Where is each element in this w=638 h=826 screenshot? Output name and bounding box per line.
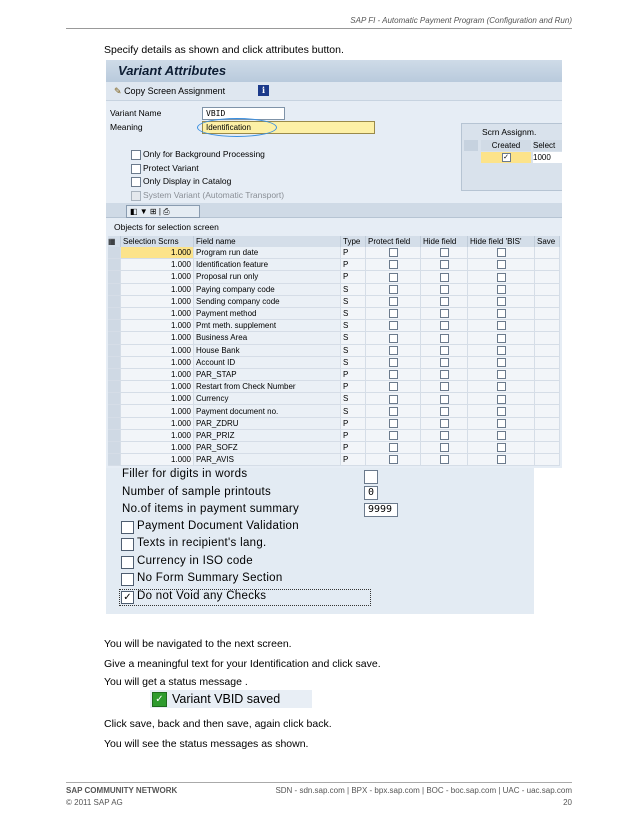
cell-field-name: Proposal run only: [194, 271, 341, 283]
scrn-assignm-title: Scrn Assignm.: [482, 127, 537, 137]
items-summary-label: No.of items in payment summary: [122, 503, 300, 515]
instruction-line-3: You will get a status message .: [104, 676, 248, 688]
cell-protect-field: [366, 247, 421, 259]
cell-hide-field: [421, 307, 468, 319]
header-save: Save: [535, 236, 560, 247]
cell-hide-field-bis: [468, 344, 535, 356]
hide-field-bis-checkbox[interactable]: [497, 419, 506, 428]
cell-hide-field-bis: [468, 368, 535, 380]
hide-field-bis-checkbox[interactable]: [497, 321, 506, 330]
table-row[interactable]: [108, 356, 560, 368]
row-selector[interactable]: [108, 344, 121, 356]
row-selector[interactable]: [108, 393, 121, 405]
cell-save: [535, 429, 560, 441]
option-checkbox-system-variant: [131, 191, 141, 201]
hide-field-bis-checkbox[interactable]: [497, 455, 506, 464]
cell-save: [535, 320, 560, 332]
cell-selection-scrn: 1.000: [121, 381, 194, 393]
header-protect-field: Protect field: [366, 236, 421, 247]
cell-selection-scrn: 1.000: [121, 405, 194, 417]
table-settings-icon[interactable]: [464, 140, 478, 151]
cell-field-name: Currency: [194, 393, 341, 405]
cell-hide-field: [421, 344, 468, 356]
cell-protect-field: [366, 405, 421, 417]
protect-field-checkbox[interactable]: [389, 309, 398, 318]
screen-assignment-panel: [461, 123, 562, 191]
hide-field-checkbox[interactable]: [440, 346, 449, 355]
currency-iso-label: Currency in ISO code: [137, 555, 253, 567]
cell-protect-field: [366, 442, 421, 454]
cell-save: [535, 344, 560, 356]
header-type: Type: [341, 236, 366, 247]
cell-protect-field: [366, 454, 421, 466]
meaning-field[interactable]: Identification: [202, 121, 375, 134]
header-hide-field-bis: Hide field 'BIS': [468, 236, 535, 247]
option-label-background: Only for Background Processing: [143, 149, 265, 159]
grid-tool-icons: ◧ ▼ ⊞ | ⎙: [130, 207, 170, 216]
cell-field-name: Pmt meth. supplement: [194, 320, 341, 332]
cell-type: P: [341, 429, 366, 441]
hide-field-checkbox[interactable]: [440, 443, 449, 452]
variant-name-field[interactable]: VBID: [202, 107, 285, 120]
cell-protect-field: [366, 283, 421, 295]
cell-hide-field-bis: [468, 271, 535, 283]
cell-save: [535, 356, 560, 368]
row-selector[interactable]: [108, 381, 121, 393]
select-cell: 1000: [533, 152, 562, 163]
cell-selection-scrn: 1.000: [121, 259, 194, 271]
cell-save: [535, 271, 560, 283]
hide-field-checkbox[interactable]: [440, 370, 449, 379]
cell-hide-field-bis: [468, 442, 535, 454]
info-icon[interactable]: i: [258, 85, 269, 96]
filler-label: Filler for digits in words: [122, 468, 248, 480]
header-rule: [66, 28, 572, 29]
created-cell: [481, 152, 531, 163]
items-summary-field[interactable]: 9999: [364, 503, 398, 517]
cell-selection-scrn: 1.000: [121, 283, 194, 295]
protect-field-checkbox[interactable]: [389, 455, 398, 464]
protect-field-checkbox[interactable]: [389, 358, 398, 367]
hide-field-checkbox[interactable]: [440, 321, 449, 330]
instruction-line-4: Click save, back and then save, again click back.: [104, 718, 332, 730]
hide-field-checkbox[interactable]: [440, 309, 449, 318]
instruction-line-5: You will see the status messages as shown.: [104, 738, 309, 750]
table-row[interactable]: [108, 283, 560, 295]
cell-field-name: Sending company code: [194, 295, 341, 307]
grid-toolbar-buttons[interactable]: [126, 205, 200, 218]
option-label-display-catalog: Only Display in Catalog: [143, 176, 232, 186]
hide-field-checkbox[interactable]: [440, 297, 449, 306]
protect-field-checkbox[interactable]: [389, 297, 398, 306]
cell-selection-scrn: 1.000: [121, 393, 194, 405]
hide-field-checkbox[interactable]: [440, 358, 449, 367]
row-selector[interactable]: [108, 295, 121, 307]
hide-field-checkbox[interactable]: [440, 248, 449, 257]
instruction-line-2: Give a meaningful text for your Identification and click save.: [104, 658, 381, 670]
footer-page-number: 20: [563, 798, 572, 807]
table-row[interactable]: [108, 381, 560, 393]
copy-screen-assignment-button[interactable]: [114, 84, 225, 98]
cell-type: S: [341, 320, 366, 332]
row-selector[interactable]: [108, 259, 121, 271]
select-all-cell[interactable]: ▦: [108, 236, 121, 247]
cell-hide-field: [421, 368, 468, 380]
cell-save: [535, 393, 560, 405]
col-created: Created: [481, 140, 531, 151]
table-row[interactable]: [108, 442, 560, 454]
objects-table: [108, 236, 560, 466]
table-row[interactable]: [108, 332, 560, 344]
header-field-name: Field name: [194, 236, 341, 247]
protect-field-checkbox[interactable]: [389, 248, 398, 257]
cell-save: [535, 368, 560, 380]
texts-recipient-lang-label: Texts in recipient's lang.: [137, 537, 267, 549]
header-hide-field: Hide field: [421, 236, 468, 247]
protect-field-checkbox[interactable]: [389, 443, 398, 452]
table-row[interactable]: [108, 271, 560, 283]
cell-hide-field: [421, 247, 468, 259]
payment-doc-validation-label: Payment Document Validation: [137, 520, 299, 532]
protect-field-checkbox[interactable]: [389, 370, 398, 379]
row-selector[interactable]: [108, 283, 121, 295]
footer-rule: [66, 782, 572, 783]
protect-field-checkbox[interactable]: [389, 407, 398, 416]
protect-field-checkbox[interactable]: [389, 260, 398, 269]
cell-field-name: Program run date: [194, 247, 341, 259]
cell-field-name: House Bank: [194, 344, 341, 356]
protect-field-checkbox[interactable]: [389, 395, 398, 404]
cell-field-name: PAR_PRIZ: [194, 429, 341, 441]
currency-iso-checkbox[interactable]: [121, 556, 134, 569]
table-row[interactable]: [108, 295, 560, 307]
header-selection-scrns: Selection Scrns: [121, 236, 194, 247]
protect-field-checkbox[interactable]: [389, 431, 398, 440]
cell-field-name: PAR_AVIS: [194, 454, 341, 466]
cell-type: P: [341, 442, 366, 454]
cell-field-name: Payment method: [194, 307, 341, 319]
cell-hide-field-bis: [468, 417, 535, 429]
cell-selection-scrn: 1.000: [121, 307, 194, 319]
hide-field-bis-checkbox[interactable]: [497, 370, 506, 379]
cell-field-name: Paying company code: [194, 283, 341, 295]
cell-hide-field: [421, 295, 468, 307]
cell-protect-field: [366, 368, 421, 380]
hide-field-checkbox[interactable]: [440, 455, 449, 464]
hide-field-bis-checkbox[interactable]: [497, 273, 506, 282]
cell-selection-scrn: 1.000: [121, 344, 194, 356]
hide-field-bis-checkbox[interactable]: [497, 297, 506, 306]
sample-printouts-label: Number of sample printouts: [122, 486, 272, 498]
cell-protect-field: [366, 381, 421, 393]
table-row[interactable]: [108, 320, 560, 332]
cell-type: S: [341, 393, 366, 405]
row-selector[interactable]: [108, 405, 121, 417]
cell-save: [535, 295, 560, 307]
hide-field-checkbox[interactable]: [440, 395, 449, 404]
option-checkbox-background[interactable]: [131, 150, 141, 160]
cell-hide-field-bis: [468, 454, 535, 466]
meaning-label: Meaning: [110, 122, 143, 132]
sample-printouts-field[interactable]: 0: [364, 486, 378, 500]
hide-field-bis-checkbox[interactable]: [497, 443, 506, 452]
row-selector[interactable]: [108, 307, 121, 319]
hide-field-checkbox[interactable]: [440, 407, 449, 416]
cell-protect-field: [366, 259, 421, 271]
cell-type: S: [341, 332, 366, 344]
hide-field-bis-checkbox[interactable]: [497, 395, 506, 404]
screen-title: Variant Attributes: [106, 60, 562, 82]
objects-toolbar-area: [106, 203, 562, 218]
cell-hide-field-bis: [468, 332, 535, 344]
protect-field-checkbox[interactable]: [389, 273, 398, 282]
cell-protect-field: [366, 429, 421, 441]
cell-save: [535, 454, 560, 466]
protect-field-checkbox[interactable]: [389, 321, 398, 330]
cell-field-name: Restart from Check Number: [194, 381, 341, 393]
table-row[interactable]: [108, 454, 560, 466]
cell-hide-field-bis: [468, 247, 535, 259]
pencil-icon: ✎: [114, 86, 122, 96]
cell-selection-scrn: 1.000: [121, 356, 194, 368]
objects-label: Objects for selection screen: [114, 222, 219, 232]
cell-hide-field-bis: [468, 307, 535, 319]
cell-hide-field: [421, 381, 468, 393]
cell-selection-scrn: 1.000: [121, 295, 194, 307]
hide-field-bis-checkbox[interactable]: [497, 382, 506, 391]
cell-hide-field: [421, 320, 468, 332]
copy-screen-assignment-label: Copy Screen Assignment: [124, 86, 226, 96]
cell-save: [535, 247, 560, 259]
hide-field-checkbox[interactable]: [440, 334, 449, 343]
success-check-icon: ✓: [152, 692, 167, 707]
cell-selection-scrn: 1.000: [121, 368, 194, 380]
cell-save: [535, 405, 560, 417]
payment-doc-validation-checkbox[interactable]: [121, 521, 134, 534]
hide-field-bis-checkbox[interactable]: [497, 260, 506, 269]
footer-copyright: © 2011 SAP AG: [66, 798, 123, 807]
hide-field-bis-checkbox[interactable]: [497, 431, 506, 440]
cell-selection-scrn: 1.000: [121, 429, 194, 441]
cell-protect-field: [366, 417, 421, 429]
hide-field-bis-checkbox[interactable]: [497, 346, 506, 355]
row-selector[interactable]: [108, 356, 121, 368]
status-message: Variant VBID saved: [172, 692, 281, 706]
row-selector[interactable]: [108, 247, 121, 259]
hide-field-bis-checkbox[interactable]: [497, 309, 506, 318]
row-selector[interactable]: [108, 442, 121, 454]
cell-save: [535, 417, 560, 429]
hide-field-checkbox[interactable]: [440, 382, 449, 391]
cell-protect-field: [366, 356, 421, 368]
hide-field-checkbox[interactable]: [440, 419, 449, 428]
do-not-void-label: Do not Void any Checks: [137, 590, 267, 602]
cell-protect-field: [366, 307, 421, 319]
protect-field-checkbox[interactable]: [389, 419, 398, 428]
hide-field-checkbox[interactable]: [440, 431, 449, 440]
cell-hide-field: [421, 454, 468, 466]
do-not-void-checkbox[interactable]: ✓: [121, 591, 134, 604]
cell-type: P: [341, 259, 366, 271]
created-checkbox[interactable]: ✓: [503, 154, 509, 162]
row-selector[interactable]: [108, 417, 121, 429]
cell-hide-field-bis: [468, 356, 535, 368]
option-label-system-variant: System Variant (Automatic Transport): [143, 190, 285, 200]
cell-field-name: Account ID: [194, 356, 341, 368]
cell-protect-field: [366, 295, 421, 307]
protect-field-checkbox[interactable]: [389, 382, 398, 391]
cell-save: [535, 381, 560, 393]
cell-selection-scrn: 1.000: [121, 271, 194, 283]
cell-type: P: [341, 417, 366, 429]
option-checkbox-display-catalog[interactable]: [131, 177, 141, 187]
hide-field-bis-checkbox[interactable]: [497, 358, 506, 367]
cell-hide-field-bis: [468, 429, 535, 441]
variant-attributes-screen: [106, 60, 562, 468]
cell-hide-field: [421, 332, 468, 344]
hide-field-bis-checkbox[interactable]: [497, 407, 506, 416]
cell-save: [535, 259, 560, 271]
protect-field-checkbox[interactable]: [389, 346, 398, 355]
texts-recipient-lang-checkbox[interactable]: [121, 538, 134, 551]
cell-selection-scrn: 1.000: [121, 320, 194, 332]
option-label-protect: Protect Variant: [143, 163, 199, 173]
cell-hide-field: [421, 393, 468, 405]
row-selector[interactable]: [108, 271, 121, 283]
cell-hide-field-bis: [468, 405, 535, 417]
cell-hide-field: [421, 405, 468, 417]
table-header-row: [108, 236, 560, 247]
table-body: [108, 247, 560, 466]
table-row[interactable]: [108, 247, 560, 259]
table-row[interactable]: [108, 393, 560, 405]
protect-field-checkbox[interactable]: [389, 334, 398, 343]
cell-field-name: PAR_ZDRU: [194, 417, 341, 429]
row-selector[interactable]: [108, 332, 121, 344]
cell-protect-field: [366, 393, 421, 405]
cell-save: [535, 332, 560, 344]
cell-type: S: [341, 295, 366, 307]
cell-save: [535, 307, 560, 319]
cell-selection-scrn: 1.000: [121, 454, 194, 466]
col-select: Select: [533, 140, 562, 151]
footer-links: SDN - sdn.sap.com | BPX - bpx.sap.com | BOC - boc.sap.com | UAC - uac.sap.com: [275, 786, 572, 795]
table-row[interactable]: [108, 429, 560, 441]
footer-network: SAP COMMUNITY NETWORK: [66, 786, 178, 795]
variant-name-label: Variant Name: [110, 108, 162, 118]
cell-protect-field: [366, 332, 421, 344]
cell-hide-field-bis: [468, 295, 535, 307]
cell-type: P: [341, 247, 366, 259]
table-row[interactable]: [108, 417, 560, 429]
cell-hide-field-bis: [468, 320, 535, 332]
cell-field-name: Business Area: [194, 332, 341, 344]
option-checkbox-protect[interactable]: [131, 164, 141, 174]
cell-field-name: Payment document no.: [194, 405, 341, 417]
cell-hide-field: [421, 259, 468, 271]
cell-hide-field: [421, 417, 468, 429]
cell-hide-field: [421, 429, 468, 441]
hide-field-bis-checkbox[interactable]: [497, 334, 506, 343]
cell-hide-field-bis: [468, 393, 535, 405]
cell-selection-scrn: 1.000: [121, 247, 194, 259]
cell-type: S: [341, 283, 366, 295]
print-settings-screen: [106, 468, 534, 614]
cell-field-name: Identification feature: [194, 259, 341, 271]
table-row[interactable]: [108, 307, 560, 319]
cell-hide-field: [421, 356, 468, 368]
cell-protect-field: [366, 344, 421, 356]
cell-selection-scrn: 1.000: [121, 332, 194, 344]
row-selector[interactable]: [108, 429, 121, 441]
cell-selection-scrn: 1.000: [121, 417, 194, 429]
cell-type: P: [341, 454, 366, 466]
cell-field-name: PAR_STAP: [194, 368, 341, 380]
page-header: SAP FI - Automatic Payment Program (Configuration and Run): [350, 16, 572, 25]
intro-text: Specify details as shown and click attributes button.: [104, 44, 344, 56]
cell-type: S: [341, 356, 366, 368]
cell-type: S: [341, 405, 366, 417]
protect-field-checkbox[interactable]: [389, 285, 398, 294]
cell-hide-field-bis: [468, 259, 535, 271]
hide-field-checkbox[interactable]: [440, 285, 449, 294]
filler-field[interactable]: [364, 470, 378, 484]
hide-field-bis-checkbox[interactable]: [497, 285, 506, 294]
cell-hide-field-bis: [468, 381, 535, 393]
cell-selection-scrn: 1.000: [121, 442, 194, 454]
highlight-circle: [197, 118, 277, 137]
status-bar: [150, 690, 312, 708]
row-selector[interactable]: [108, 454, 121, 466]
cell-type: S: [341, 307, 366, 319]
table-row[interactable]: [108, 344, 560, 356]
no-form-summary-label: No Form Summary Section: [137, 572, 283, 584]
hide-field-checkbox[interactable]: [440, 273, 449, 282]
table-row[interactable]: [108, 259, 560, 271]
cell-type: P: [341, 381, 366, 393]
hide-field-checkbox[interactable]: [440, 260, 449, 269]
table-row[interactable]: [108, 405, 560, 417]
hide-field-bis-checkbox[interactable]: [497, 248, 506, 257]
cell-type: P: [341, 271, 366, 283]
cell-protect-field: [366, 320, 421, 332]
table-row[interactable]: [108, 368, 560, 380]
cell-save: [535, 283, 560, 295]
row-selector[interactable]: [108, 368, 121, 380]
row-selector[interactable]: [108, 320, 121, 332]
no-form-summary-checkbox[interactable]: [121, 573, 134, 586]
cell-save: [535, 442, 560, 454]
cell-field-name: PAR_SOFZ: [194, 442, 341, 454]
instruction-line-1: You will be navigated to the next screen.: [104, 638, 292, 650]
cell-hide-field: [421, 271, 468, 283]
cell-protect-field: [366, 271, 421, 283]
screen-toolbar: [106, 82, 562, 101]
cell-hide-field-bis: [468, 283, 535, 295]
cell-type: P: [341, 368, 366, 380]
cell-hide-field: [421, 442, 468, 454]
cell-type: S: [341, 344, 366, 356]
cell-hide-field: [421, 283, 468, 295]
